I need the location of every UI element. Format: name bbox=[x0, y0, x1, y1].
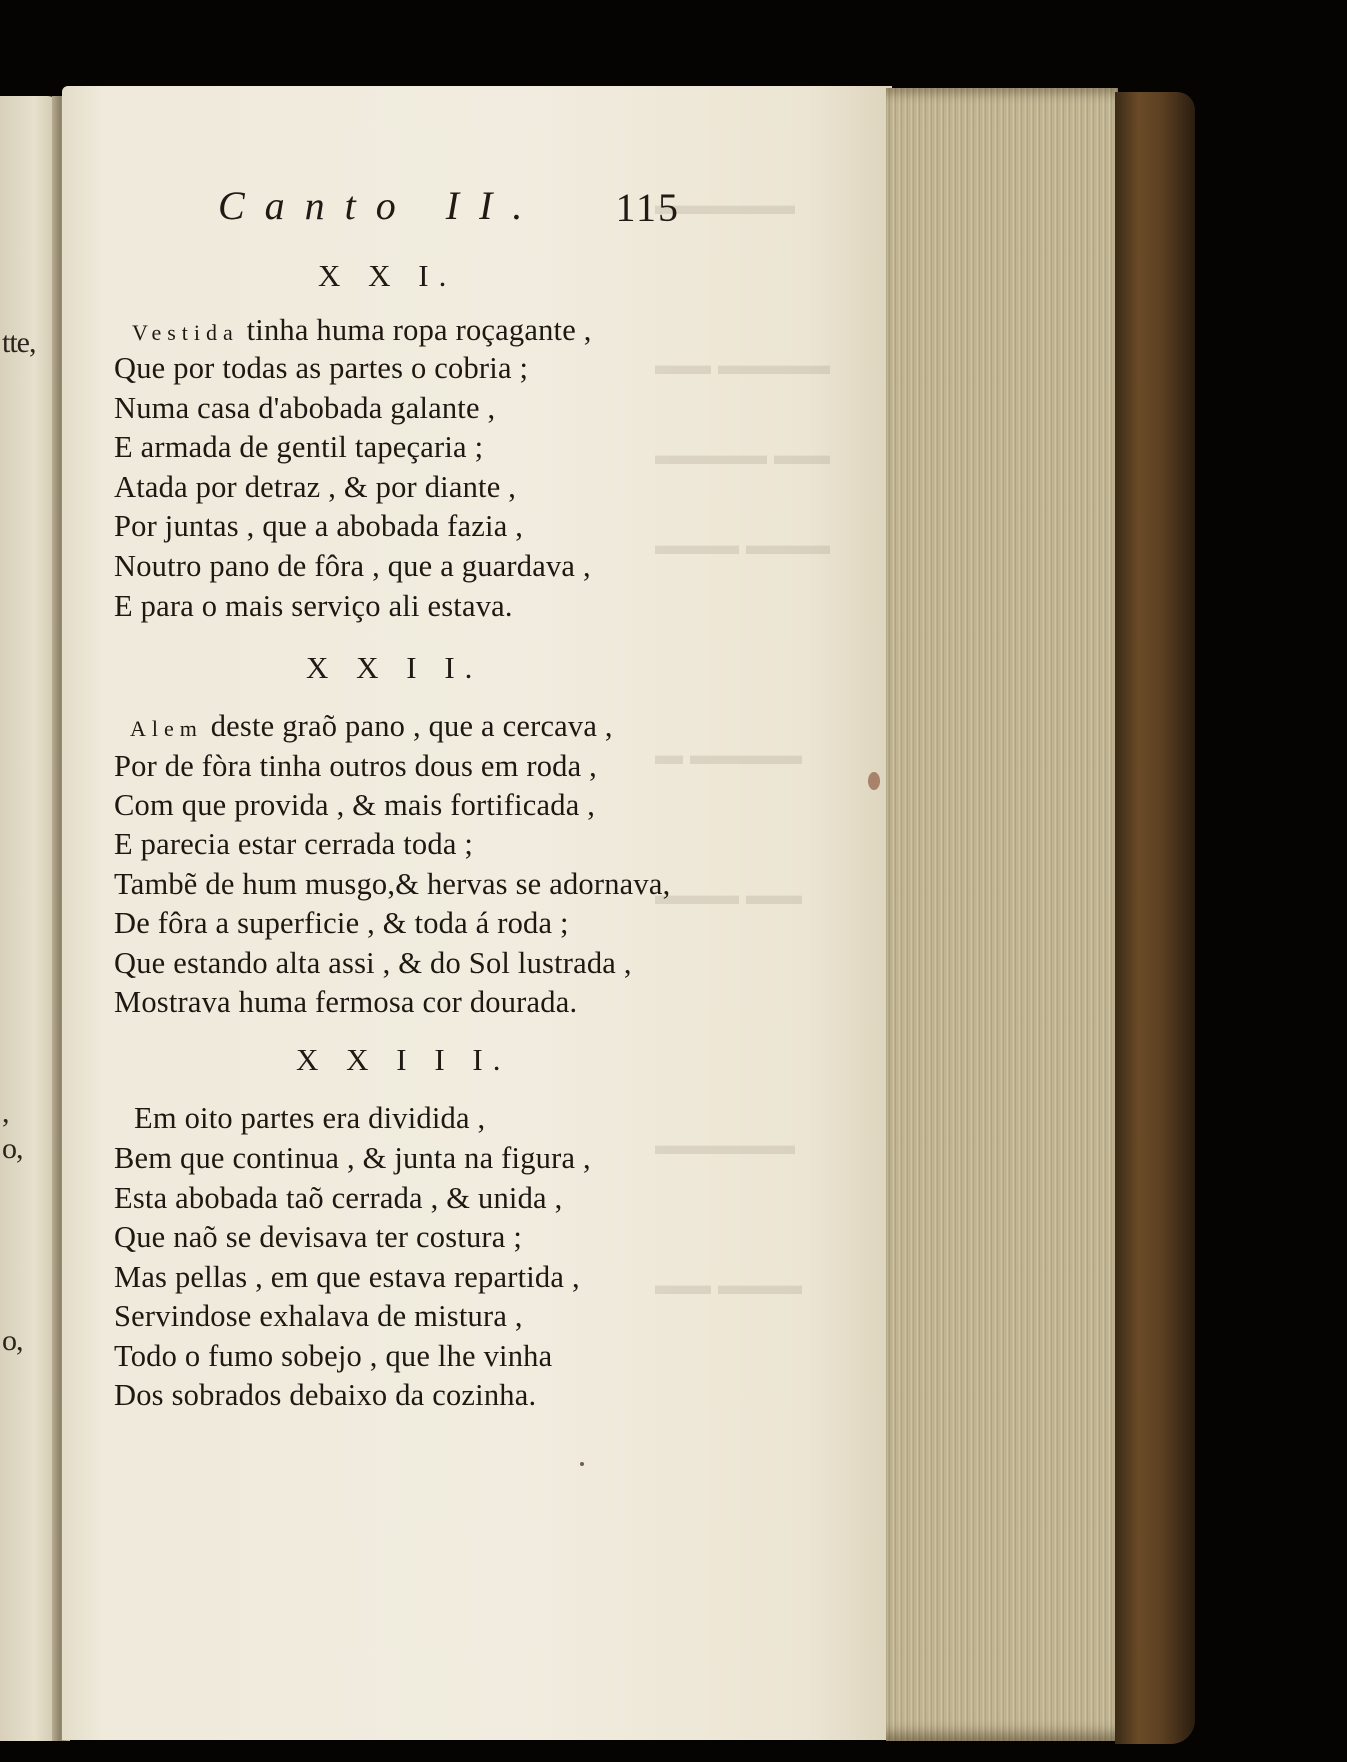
running-title: Canto II. bbox=[218, 183, 543, 228]
verse-line: Noutro pano de fôra , que a guardava , bbox=[114, 549, 591, 583]
verse-line: Com que provida , & mais fortificada , bbox=[114, 788, 596, 822]
left-page-fragment: , bbox=[2, 1096, 9, 1129]
verse-line: Que por todas as partes o cobria ; bbox=[114, 351, 529, 385]
page-edges bbox=[886, 88, 1118, 1741]
show-through: ▬▬▬▬▬ bbox=[655, 190, 795, 221]
stanza-number: X X I I. bbox=[306, 650, 483, 685]
verse-line: Dos sobrados debaixo da cozinha. bbox=[114, 1378, 537, 1412]
first-word-small-caps: Alem bbox=[130, 716, 203, 741]
verse-line: Bem que continua , & junta na figura , bbox=[114, 1141, 591, 1175]
verse-text: tinha huma ropa roçagante , bbox=[238, 313, 592, 347]
show-through: ▬▬▬ ▬▬▬ bbox=[655, 530, 830, 561]
verse-line: Mostrava huma fermosa cor dourada. bbox=[114, 985, 578, 1019]
book-cover bbox=[1115, 92, 1195, 1744]
verse-line: E parecia estar cerrada toda ; bbox=[114, 827, 474, 861]
left-page bbox=[0, 96, 58, 1741]
paper-blemish bbox=[868, 772, 880, 790]
verse-line: Por de fòra tinha outros dous em roda , bbox=[114, 749, 597, 783]
verse-line: Mas pellas , em que estava repartida , bbox=[114, 1260, 580, 1294]
left-page-fragment: o, bbox=[2, 1132, 23, 1165]
verse-line bbox=[132, 312, 592, 351]
verse-line: Tambẽ de hum musgo,& hervas se adornava, bbox=[114, 867, 671, 901]
show-through: ▬▬▬▬ ▬ bbox=[655, 740, 802, 771]
verse-line: Atada por detraz , & por diante , bbox=[114, 470, 517, 504]
verse-line: Todo o fumo sobejo , que lhe vinha bbox=[114, 1339, 553, 1373]
running-header bbox=[210, 182, 680, 232]
show-through: ▬▬ ▬▬▬ bbox=[655, 880, 802, 911]
show-through: ▬▬▬▬ ▬▬ bbox=[655, 350, 830, 381]
verse-line bbox=[130, 708, 613, 747]
first-word-small-caps: Vestida bbox=[132, 320, 239, 345]
verse-line: Em oito partes era dividida , bbox=[134, 1101, 486, 1135]
verse-line: Esta abobada taõ cerrada , & unida , bbox=[114, 1181, 563, 1215]
paper-blemish bbox=[580, 1462, 584, 1466]
verse-line: Servindose exhalava de mistura , bbox=[114, 1299, 523, 1333]
left-page-fragment: tte, bbox=[2, 326, 36, 359]
verse-line: Por juntas , que a abobada fazia , bbox=[114, 509, 524, 543]
left-page-fragment: o, bbox=[2, 1324, 23, 1357]
verse-line: E armada de gentil tapeçaria ; bbox=[114, 430, 484, 464]
verse-line: Que estando alta assi , & do Sol lustrada , bbox=[114, 946, 632, 980]
show-through: ▬▬▬ ▬▬ bbox=[655, 1270, 802, 1301]
verse-line: Que naõ se devisava ter costura ; bbox=[114, 1220, 523, 1254]
stanza-number: X X I. bbox=[318, 258, 457, 293]
stanza-number: X X I I I. bbox=[296, 1042, 511, 1077]
verse-line: Numa casa d'abobada galante , bbox=[114, 391, 496, 425]
show-through: ▬▬▬▬▬ bbox=[655, 1130, 795, 1161]
show-through: ▬▬ ▬▬▬▬ bbox=[655, 440, 830, 471]
verse-line: De fôra a superficie , & toda á roda ; bbox=[114, 906, 569, 940]
verse-text: deste graõ pano , que a cercava , bbox=[202, 709, 613, 743]
verse-line: E para o mais serviço ali estava. bbox=[114, 589, 513, 623]
page-number: 115 bbox=[615, 185, 680, 230]
